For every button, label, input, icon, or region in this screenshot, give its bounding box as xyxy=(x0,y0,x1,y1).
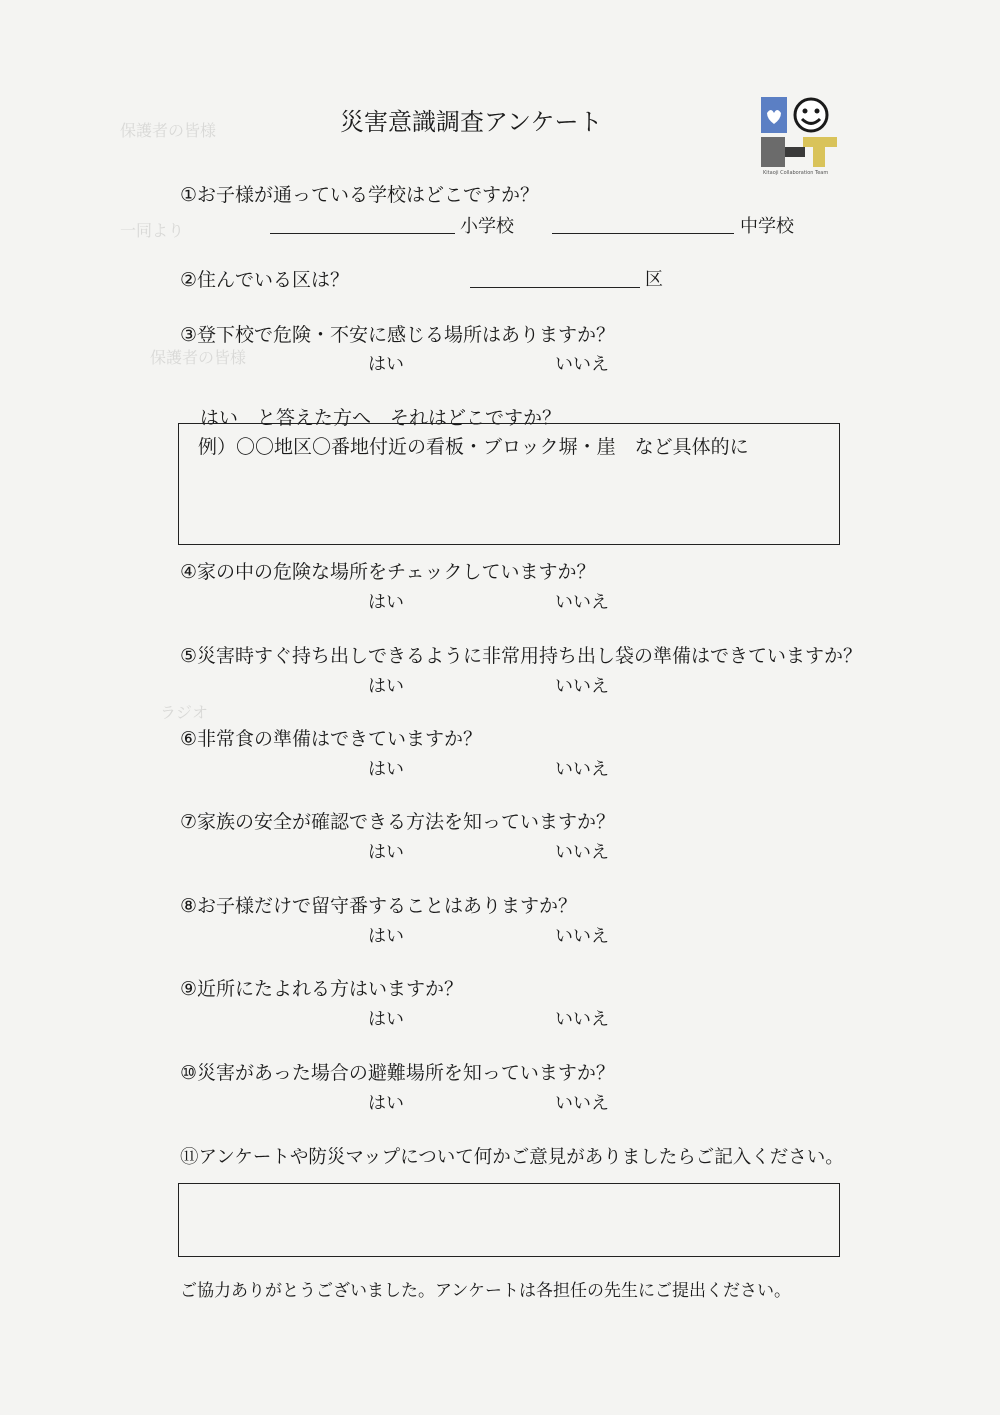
elementary-school-label: 小学校 xyxy=(460,216,514,237)
question-7: ⑦家族の安全が確認できる方法を知っていますか？ xyxy=(180,811,616,833)
question-10: ⑩災害があった場合の避難場所を知っていますか？ xyxy=(180,1062,615,1084)
answer-no[interactable]: いいえ xyxy=(555,676,609,697)
answer-no[interactable]: いいえ xyxy=(555,1093,609,1114)
question-3: ③登下校で危険・不安に感じる場所はありますか？ xyxy=(180,324,616,346)
show-through-text: 保護者の皆様 xyxy=(120,121,217,140)
question-1: ①お子様が通っている学校はどこですか？ xyxy=(180,184,540,206)
show-through-text: 一同より xyxy=(120,221,185,240)
answer-yes[interactable]: はい xyxy=(368,759,404,780)
thank-you-note: ご協力ありがとうございました。アンケートは各担任の先生にご提出ください。 xyxy=(180,1281,791,1301)
question-4: ④家の中の危険な場所をチェックしていますか？ xyxy=(180,561,596,583)
show-through-text: 保護者の皆様 xyxy=(150,348,247,367)
answer-no[interactable]: いいえ xyxy=(555,1009,609,1030)
question-6: ⑥非常食の準備はできていますか？ xyxy=(180,728,483,750)
answer-no[interactable]: いいえ xyxy=(555,592,609,613)
answer-no[interactable]: いいえ xyxy=(555,842,609,863)
question-5: ⑤災害時すぐ持ち出しできるように非常用持ち出し袋の準備はできていますか？ xyxy=(180,645,863,667)
comment-answer-box[interactable] xyxy=(178,1183,840,1257)
answer-yes[interactable]: はい xyxy=(368,842,404,863)
show-through-text: ラジオ xyxy=(160,703,209,722)
answer-no[interactable]: いいえ xyxy=(555,759,609,780)
question-3-followup: はい と答えた方へ それはどこですか？ xyxy=(200,407,562,429)
question-8: ⑧お子様だけで留守番することはありますか？ xyxy=(180,895,578,917)
answer-yes[interactable]: はい xyxy=(368,354,404,375)
answer-yes[interactable]: はい xyxy=(368,1009,404,1030)
school-name-line xyxy=(270,233,455,234)
answer-yes[interactable]: はい xyxy=(368,676,404,697)
answer-no[interactable]: いいえ xyxy=(555,926,609,947)
middle-school-label: 中学校 xyxy=(740,216,794,237)
question-3-example: 例）〇〇地区〇番地付近の看板・ブロック塀・崖 など具体的に xyxy=(198,436,749,458)
ward-line xyxy=(470,287,640,288)
page-title: 災害意識調査アンケート xyxy=(340,108,603,136)
logo-caption: Kitaoji Collaboration Team xyxy=(763,170,829,175)
question-11: ⑪アンケートや防災マップについて何かご意見がありましたらご記入ください。 xyxy=(180,1147,844,1168)
team-logo xyxy=(755,95,845,175)
question-2: ②住んでいる区は？ xyxy=(180,269,350,291)
answer-yes[interactable]: はい xyxy=(368,592,404,613)
answer-no[interactable]: いいえ xyxy=(555,354,609,375)
middle-school-line xyxy=(552,233,734,234)
ward-suffix: 区 xyxy=(645,269,663,290)
answer-yes[interactable]: はい xyxy=(368,926,404,947)
question-9: ⑨近所にたよれる方はいますか？ xyxy=(180,978,464,1000)
answer-yes[interactable]: はい xyxy=(368,1093,404,1114)
